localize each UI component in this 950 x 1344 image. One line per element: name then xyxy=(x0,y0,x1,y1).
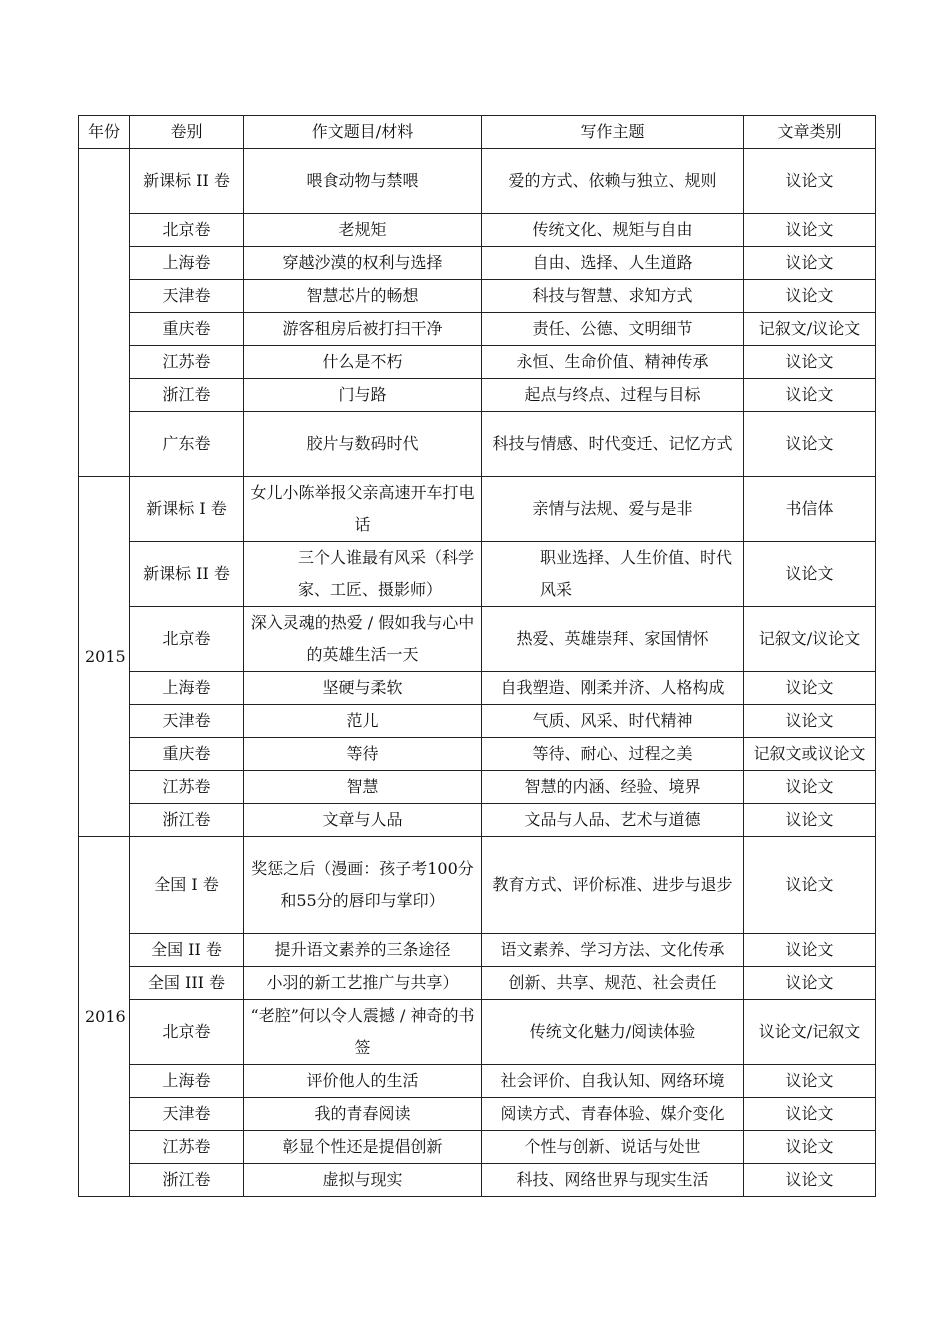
type-cell: 议论文 xyxy=(744,412,876,477)
table-row xyxy=(79,607,876,672)
title-cell: 范儿 xyxy=(244,705,482,738)
paper-cell: 浙江卷 xyxy=(130,1164,244,1197)
title-cell: 什么是不朽 xyxy=(244,346,482,379)
theme-cell: 亲情与法规、爱与是非 xyxy=(482,477,744,542)
table-row xyxy=(79,477,876,542)
table-row xyxy=(79,346,876,379)
table-row xyxy=(79,149,876,214)
theme-cell: 阅读方式、青春体验、媒介变化 xyxy=(482,1098,744,1131)
type-cell: 议论文 xyxy=(744,967,876,1000)
table-row xyxy=(79,542,876,607)
theme-cell: 社会评价、自我认知、网络环境 xyxy=(482,1065,744,1098)
title-cell: 虚拟与现实 xyxy=(244,1164,482,1197)
theme-cell: 职业选择、人生价值、时代风采 xyxy=(482,542,744,607)
table-row xyxy=(79,1098,876,1131)
paper-cell: 全国 II 卷 xyxy=(130,934,244,967)
paper-cell: 上海卷 xyxy=(130,672,244,705)
table-row xyxy=(79,738,876,771)
title-cell: 奖惩之后（漫画：孩子考100分和55分的唇印与掌印） xyxy=(244,837,482,934)
title-cell: 深入灵魂的热爱 / 假如我与心中的英雄生活一天 xyxy=(244,607,482,672)
header-row xyxy=(79,116,876,149)
type-cell: 议论文 xyxy=(744,672,876,705)
type-cell: 议论文 xyxy=(744,771,876,804)
table-row xyxy=(79,1164,876,1197)
year-cell xyxy=(79,149,130,477)
type-cell: 议论文 xyxy=(744,837,876,934)
paper-cell: 天津卷 xyxy=(130,705,244,738)
theme-cell: 等待、耐心、过程之美 xyxy=(482,738,744,771)
theme-cell: 传统文化、规矩与自由 xyxy=(482,214,744,247)
type-cell: 书信体 xyxy=(744,477,876,542)
theme-cell: 科技与智慧、求知方式 xyxy=(482,280,744,313)
title-cell: “老腔”何以令人震撼 / 神奇的书签 xyxy=(244,1000,482,1065)
theme-cell: 气质、风采、时代精神 xyxy=(482,705,744,738)
paper-cell: 北京卷 xyxy=(130,1000,244,1065)
table-row xyxy=(79,771,876,804)
title-cell: 游客租房后被打扫干净 xyxy=(244,313,482,346)
table-row xyxy=(79,1065,876,1098)
theme-cell: 自由、选择、人生道路 xyxy=(482,247,744,280)
title-cell: 评价他人的生活 xyxy=(244,1065,482,1098)
theme-cell: 起点与终点、过程与目标 xyxy=(482,379,744,412)
title-cell: 等待 xyxy=(244,738,482,771)
type-cell: 议论文/记叙文 xyxy=(744,1000,876,1065)
paper-cell: 重庆卷 xyxy=(130,738,244,771)
paper-cell: 全国 III 卷 xyxy=(130,967,244,1000)
paper-cell: 江苏卷 xyxy=(130,771,244,804)
title-cell: 女儿小陈举报父亲高速开车打电话 xyxy=(244,477,482,542)
theme-cell: 创新、共享、规范、社会责任 xyxy=(482,967,744,1000)
table-row xyxy=(79,837,876,934)
paper-cell: 江苏卷 xyxy=(130,1131,244,1164)
theme-cell: 永恒、生命价值、精神传承 xyxy=(482,346,744,379)
title-cell: 智慧芯片的畅想 xyxy=(244,280,482,313)
type-cell: 议论文 xyxy=(744,247,876,280)
type-cell: 议论文 xyxy=(744,705,876,738)
title-cell: 三个人谁最有风采（科学家、工匠、摄影师） xyxy=(244,542,482,607)
title-cell: 坚硬与柔软 xyxy=(244,672,482,705)
theme-cell: 传统文化魅力/阅读体验 xyxy=(482,1000,744,1065)
table-row xyxy=(79,967,876,1000)
theme-cell: 语文素养、学习方法、文化传承 xyxy=(482,934,744,967)
type-cell: 议论文 xyxy=(744,542,876,607)
paper-cell: 重庆卷 xyxy=(130,313,244,346)
title-cell: 小羽的新工艺推广与共享） xyxy=(244,967,482,1000)
type-cell: 议论文 xyxy=(744,1164,876,1197)
type-cell: 议论文 xyxy=(744,149,876,214)
paper-cell: 北京卷 xyxy=(130,214,244,247)
table-row xyxy=(79,804,876,837)
paper-cell: 天津卷 xyxy=(130,280,244,313)
table-row xyxy=(79,379,876,412)
table-row xyxy=(79,1131,876,1164)
paper-cell: 新课标 II 卷 xyxy=(130,542,244,607)
title-cell: 智慧 xyxy=(244,771,482,804)
title-cell: 文章与人品 xyxy=(244,804,482,837)
type-cell: 议论文 xyxy=(744,1065,876,1098)
paper-cell: 上海卷 xyxy=(130,1065,244,1098)
table-row xyxy=(79,280,876,313)
theme-cell: 个性与创新、说话与处世 xyxy=(482,1131,744,1164)
title-cell: 我的青春阅读 xyxy=(244,1098,482,1131)
paper-cell: 北京卷 xyxy=(130,607,244,672)
paper-cell: 全国 I 卷 xyxy=(130,837,244,934)
paper-cell: 新课标 I 卷 xyxy=(130,477,244,542)
paper-cell: 天津卷 xyxy=(130,1098,244,1131)
theme-cell: 文品与人品、艺术与道德 xyxy=(482,804,744,837)
paper-cell: 广东卷 xyxy=(130,412,244,477)
type-cell: 议论文 xyxy=(744,280,876,313)
table-row xyxy=(79,313,876,346)
theme-cell: 教育方式、评价标准、进步与退步 xyxy=(482,837,744,934)
header-theme: 写作主题 xyxy=(482,116,744,149)
theme-cell: 自我塑造、刚柔并济、人格构成 xyxy=(482,672,744,705)
type-cell: 议论文 xyxy=(744,379,876,412)
title-cell: 喂食动物与禁喂 xyxy=(244,149,482,214)
table-row xyxy=(79,412,876,477)
paper-cell: 上海卷 xyxy=(130,247,244,280)
type-cell: 议论文 xyxy=(744,804,876,837)
essay-topics-table xyxy=(78,115,876,1197)
table-row xyxy=(79,705,876,738)
paper-cell: 新课标 II 卷 xyxy=(130,149,244,214)
year-cell: 2015 xyxy=(79,477,130,837)
theme-cell: 科技与情感、时代变迁、记忆方式 xyxy=(482,412,744,477)
theme-cell: 热爱、英雄崇拜、家国情怀 xyxy=(482,607,744,672)
table-row xyxy=(79,934,876,967)
type-cell: 记叙文或议论文 xyxy=(744,738,876,771)
type-cell: 记叙文/议论文 xyxy=(744,607,876,672)
paper-cell: 江苏卷 xyxy=(130,346,244,379)
title-cell: 彰显个性还是提倡创新 xyxy=(244,1131,482,1164)
title-cell: 穿越沙漠的权利与选择 xyxy=(244,247,482,280)
theme-cell: 智慧的内涵、经验、境界 xyxy=(482,771,744,804)
table-row xyxy=(79,672,876,705)
header-title: 作文题目/材料 xyxy=(244,116,482,149)
title-cell: 提升语文素养的三条途径 xyxy=(244,934,482,967)
table-row xyxy=(79,214,876,247)
type-cell: 议论文 xyxy=(744,214,876,247)
title-cell: 胶片与数码时代 xyxy=(244,412,482,477)
type-cell: 议论文 xyxy=(744,1098,876,1131)
title-cell: 门与路 xyxy=(244,379,482,412)
title-cell: 老规矩 xyxy=(244,214,482,247)
theme-cell: 爱的方式、依赖与独立、规则 xyxy=(482,149,744,214)
paper-cell: 浙江卷 xyxy=(130,804,244,837)
header-year: 年份 xyxy=(79,116,130,149)
header-paper: 卷别 xyxy=(130,116,244,149)
header-type: 文章类别 xyxy=(744,116,876,149)
type-cell: 议论文 xyxy=(744,1131,876,1164)
type-cell: 议论文 xyxy=(744,346,876,379)
type-cell: 记叙文/议论文 xyxy=(744,313,876,346)
paper-cell: 浙江卷 xyxy=(130,379,244,412)
type-cell: 议论文 xyxy=(744,934,876,967)
table-row xyxy=(79,1000,876,1065)
theme-cell: 责任、公德、文明细节 xyxy=(482,313,744,346)
theme-cell: 科技、网络世界与现实生活 xyxy=(482,1164,744,1197)
table-row xyxy=(79,247,876,280)
year-cell: 2016 xyxy=(79,837,130,1197)
